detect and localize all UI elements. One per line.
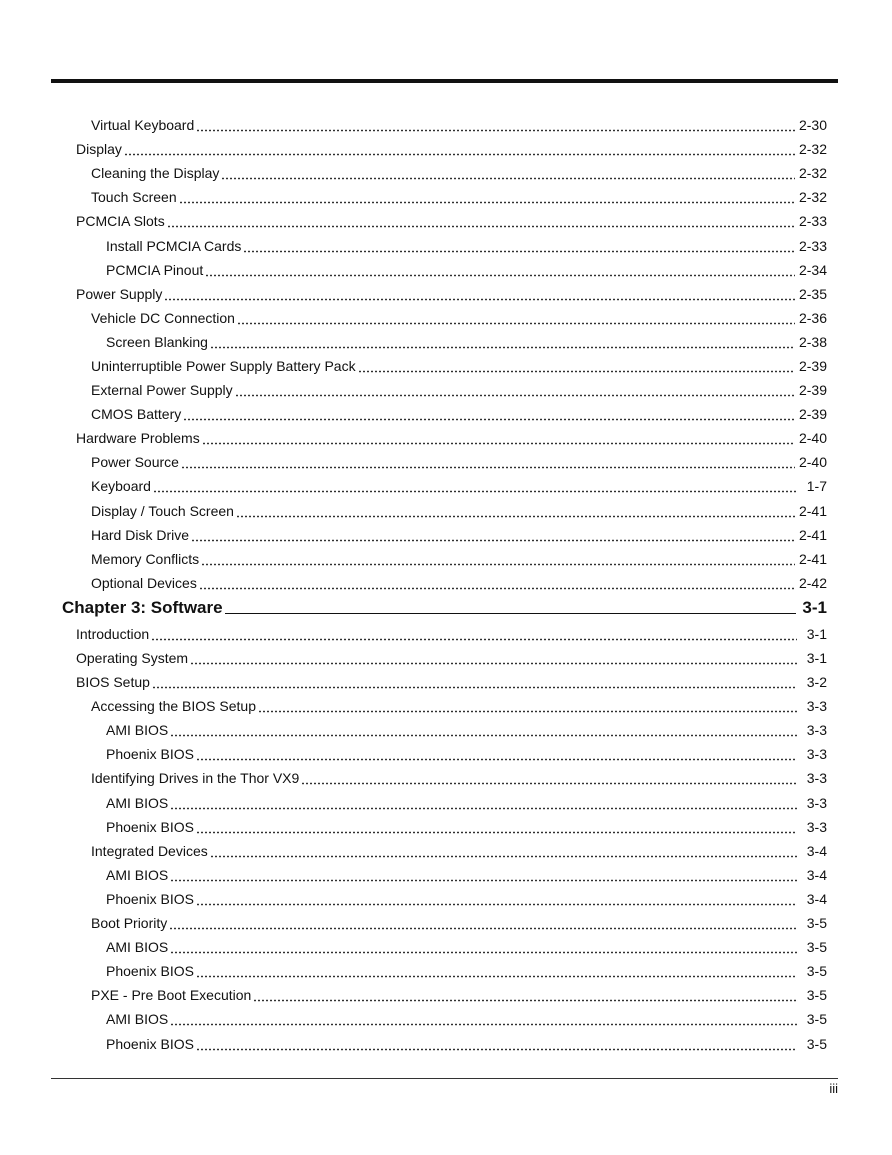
toc-entry-page: 3-3 <box>806 818 827 835</box>
toc-entry-page: 2-32 <box>798 141 827 158</box>
toc-entry[interactable] <box>106 1031 827 1055</box>
dot-leader <box>205 263 795 277</box>
toc-entry[interactable] <box>106 815 827 839</box>
toc-entry[interactable] <box>91 839 827 863</box>
toc-entry-page: 2-40 <box>798 454 827 471</box>
dot-leader <box>243 239 795 253</box>
toc-entry-title: PXE - Pre Boot Execution <box>91 987 252 1004</box>
toc-entry-page: 3-4 <box>806 866 827 883</box>
dot-leader <box>236 504 795 518</box>
toc-entry[interactable] <box>91 911 827 935</box>
toc-row <box>0 258 892 282</box>
dot-leader <box>202 431 795 445</box>
toc-entry[interactable] <box>91 694 827 718</box>
toc-entry-title: AMI BIOS <box>106 939 169 956</box>
toc-entry[interactable] <box>106 718 827 742</box>
toc-entry-title: Introduction <box>76 625 150 642</box>
toc-entry-page: 2-34 <box>798 261 827 278</box>
toc-entry-title: Display <box>76 141 122 158</box>
toc-entry-page: 3-4 <box>806 842 827 859</box>
dot-leader <box>164 287 795 301</box>
toc-row <box>0 622 892 646</box>
toc-row <box>0 161 892 185</box>
toc-entry-title: Phoenix BIOS <box>106 1035 194 1052</box>
toc-entry[interactable] <box>91 474 827 498</box>
toc-entry[interactable] <box>76 646 827 670</box>
toc-entry-page: 2-33 <box>798 213 827 230</box>
toc-entry-page: 2-40 <box>798 430 827 447</box>
toc-row <box>0 306 892 330</box>
toc-entry[interactable] <box>106 935 827 959</box>
toc-entry-page: 3-1 <box>806 625 827 642</box>
toc-entry[interactable] <box>91 113 827 137</box>
toc-row <box>0 1031 892 1055</box>
toc-entry-title: Chapter 3: Software <box>62 597 223 617</box>
toc-entry-page: 2-41 <box>798 550 827 567</box>
toc-entry[interactable] <box>91 161 827 185</box>
toc-row <box>0 113 892 137</box>
dot-leader <box>199 576 795 590</box>
toc-entry[interactable] <box>91 523 827 547</box>
toc-entry[interactable] <box>106 330 827 354</box>
dot-leader <box>253 988 797 1002</box>
dot-leader <box>196 1037 797 1051</box>
toc-row <box>0 523 892 547</box>
toc-entry-title: Optional Devices <box>91 574 197 591</box>
toc-row <box>0 1007 892 1031</box>
toc-entry-title: PCMCIA Slots <box>76 213 165 230</box>
toc-entry-page: 3-5 <box>806 915 827 932</box>
toc-row <box>0 959 892 983</box>
toc-entry-title: Operating System <box>76 650 189 667</box>
dot-leader <box>210 335 795 349</box>
toc-row <box>0 137 892 161</box>
toc-entry-page: 3-5 <box>806 1035 827 1052</box>
dot-leader <box>196 118 795 132</box>
toc-entry[interactable] <box>91 499 827 523</box>
toc-entry-title: Screen Blanking <box>106 333 208 350</box>
dot-leader <box>151 627 797 641</box>
dot-leader <box>237 311 795 325</box>
toc-entry-page: 1-7 <box>806 478 827 495</box>
toc-entry[interactable] <box>91 306 827 330</box>
toc-entry[interactable] <box>76 426 827 450</box>
toc-entry-page: 3-3 <box>806 698 827 715</box>
toc-row <box>0 742 892 766</box>
toc-row <box>0 863 892 887</box>
dot-leader <box>170 1012 797 1026</box>
dot-leader <box>152 675 797 689</box>
dot-leader <box>358 359 795 373</box>
toc-row <box>0 718 892 742</box>
toc-row <box>0 887 892 911</box>
toc-entry-page: 3-5 <box>806 987 827 1004</box>
toc-entry[interactable] <box>91 450 827 474</box>
toc-entry-page: 3-1 <box>802 597 827 617</box>
toc-entry-page: 2-32 <box>798 165 827 182</box>
toc-entry-page: 3-2 <box>806 674 827 691</box>
toc-entry-page: 3-5 <box>806 963 827 980</box>
dot-leader <box>201 552 795 566</box>
dot-leader <box>169 916 797 930</box>
toc-entry-title: AMI BIOS <box>106 794 169 811</box>
dot-leader <box>258 699 797 713</box>
dot-leader <box>191 528 795 542</box>
toc-entry[interactable] <box>91 354 827 378</box>
toc-entry-title: Memory Conflicts <box>91 550 200 567</box>
dot-leader <box>235 383 795 397</box>
toc-entry-title: Virtual Keyboard <box>91 117 195 134</box>
toc-entry-title: Display / Touch Screen <box>91 502 234 519</box>
toc-entry-page: 2-35 <box>798 285 827 302</box>
toc-row <box>0 935 892 959</box>
dot-leader <box>196 747 797 761</box>
dot-leader <box>183 407 795 421</box>
toc-row <box>0 766 892 790</box>
dot-leader <box>196 892 797 906</box>
dot-leader <box>170 723 797 737</box>
toc-entry-page: 2-41 <box>798 502 827 519</box>
toc-row <box>0 815 892 839</box>
toc-entry-title: Uninterruptible Power Supply Battery Pack <box>91 357 356 374</box>
toc-entry[interactable] <box>91 185 827 209</box>
toc-entry[interactable] <box>91 766 827 790</box>
dot-leader <box>301 771 797 785</box>
toc-entry-title: Power Source <box>91 454 179 471</box>
toc-entry-page: 3-3 <box>806 722 827 739</box>
toc-entry-page: 3-5 <box>806 1011 827 1028</box>
toc-chapter-entry[interactable] <box>62 595 827 621</box>
dot-leader <box>210 844 797 858</box>
page-number: iii <box>829 1081 838 1096</box>
toc-row <box>0 185 892 209</box>
dot-leader <box>153 479 797 493</box>
toc-entry[interactable] <box>91 378 827 402</box>
dot-leader <box>170 796 797 810</box>
toc-entry-title: Phoenix BIOS <box>106 963 194 980</box>
toc-entry[interactable] <box>76 670 827 694</box>
toc-entry-title: Touch Screen <box>91 189 177 206</box>
toc-row <box>0 646 892 670</box>
toc-entry[interactable] <box>106 959 827 983</box>
toc-entry-title: Vehicle DC Connection <box>91 309 235 326</box>
dot-leader <box>167 214 795 228</box>
toc-entry-title: AMI BIOS <box>106 866 169 883</box>
toc-entry-title: CMOS Battery <box>91 406 182 423</box>
toc-row <box>0 571 892 595</box>
toc-entry-title: Install PCMCIA Cards <box>106 237 242 254</box>
toc-entry-page: 2-33 <box>798 237 827 254</box>
dot-leader <box>179 190 795 204</box>
toc-entry-title: BIOS Setup <box>76 674 150 691</box>
toc-row <box>0 670 892 694</box>
footer-rule <box>51 1078 838 1079</box>
toc-entry-page: 2-32 <box>798 189 827 206</box>
toc-entry-page: 3-5 <box>806 939 827 956</box>
toc-entry-page: 2-36 <box>798 309 827 326</box>
toc-entry-title: Boot Priority <box>91 915 168 932</box>
toc-row <box>0 330 892 354</box>
toc-entry-title: PCMCIA Pinout <box>106 261 204 278</box>
toc-entry[interactable] <box>106 1007 827 1031</box>
dot-leader <box>124 142 795 156</box>
toc-entry-title: AMI BIOS <box>106 1011 169 1028</box>
toc-row <box>0 282 892 306</box>
toc-entry-title: Identifying Drives in the Thor VX9 <box>91 770 300 787</box>
toc-entry-title: AMI BIOS <box>106 722 169 739</box>
toc-row <box>0 378 892 402</box>
toc-row <box>0 233 892 257</box>
toc-entry-title: Accessing the BIOS Setup <box>91 698 256 715</box>
toc-row <box>0 839 892 863</box>
toc-entry[interactable] <box>106 233 827 257</box>
toc-entry-title: Keyboard <box>91 478 151 495</box>
toc-entry-title: External Power Supply <box>91 382 233 399</box>
toc-entry-title: Phoenix BIOS <box>106 746 194 763</box>
toc-entry[interactable] <box>76 137 827 161</box>
toc-entry-page: 3-3 <box>806 794 827 811</box>
toc-entry-page: 3-4 <box>806 890 827 907</box>
toc-entry[interactable] <box>91 547 827 571</box>
header-rule <box>51 79 838 83</box>
toc-entry-page: 2-42 <box>798 574 827 591</box>
toc-row <box>0 474 892 498</box>
dot-leader <box>190 651 797 665</box>
toc-entry-page: 2-39 <box>798 357 827 374</box>
dot-leader <box>221 166 795 180</box>
toc-row <box>0 911 892 935</box>
toc-entry[interactable] <box>91 402 827 426</box>
toc-entry[interactable] <box>76 209 827 233</box>
dot-leader <box>170 868 797 882</box>
dot-leader <box>196 820 797 834</box>
toc-entry[interactable] <box>106 742 827 766</box>
toc-row <box>0 354 892 378</box>
dot-leader <box>196 964 797 978</box>
toc-entry-page: 3-1 <box>806 650 827 667</box>
toc-entry-title: Phoenix BIOS <box>106 818 194 835</box>
toc-row <box>0 547 892 571</box>
toc-entry-title: Phoenix BIOS <box>106 890 194 907</box>
toc-row <box>0 499 892 523</box>
toc-entry[interactable] <box>106 887 827 911</box>
toc-entry[interactable] <box>106 863 827 887</box>
dot-leader <box>170 940 797 954</box>
toc-entry[interactable] <box>106 258 827 282</box>
toc-row <box>0 694 892 718</box>
toc-entry[interactable] <box>76 282 827 306</box>
toc-entry-title: Integrated Devices <box>91 842 208 859</box>
toc-entry-title: Hardware Problems <box>76 430 200 447</box>
toc-entry-title: Hard Disk Drive <box>91 526 190 543</box>
toc-entry-page: 2-41 <box>798 526 827 543</box>
toc-row <box>0 983 892 1007</box>
toc-entry-page: 2-39 <box>798 406 827 423</box>
toc-entry-page: 3-3 <box>806 746 827 763</box>
toc-entry[interactable] <box>76 622 827 646</box>
toc-entry-page: 3-3 <box>806 770 827 787</box>
toc-entry[interactable] <box>91 571 827 595</box>
toc-entry-page: 2-38 <box>798 333 827 350</box>
toc-row <box>0 791 892 815</box>
toc-row <box>0 209 892 233</box>
toc-entry-title: Power Supply <box>76 285 163 302</box>
toc-row <box>0 402 892 426</box>
toc-entry-page: 2-30 <box>798 117 827 134</box>
dot-leader <box>181 455 795 469</box>
chapter-leader-rule <box>225 613 797 614</box>
table-of-contents <box>0 113 892 1056</box>
toc-entry[interactable] <box>91 983 827 1007</box>
toc-entry-title: Cleaning the Display <box>91 165 220 182</box>
toc-entry-page: 2-39 <box>798 382 827 399</box>
toc-row <box>0 426 892 450</box>
toc-chapter-row <box>0 595 892 622</box>
toc-entry[interactable] <box>106 791 827 815</box>
toc-row <box>0 450 892 474</box>
